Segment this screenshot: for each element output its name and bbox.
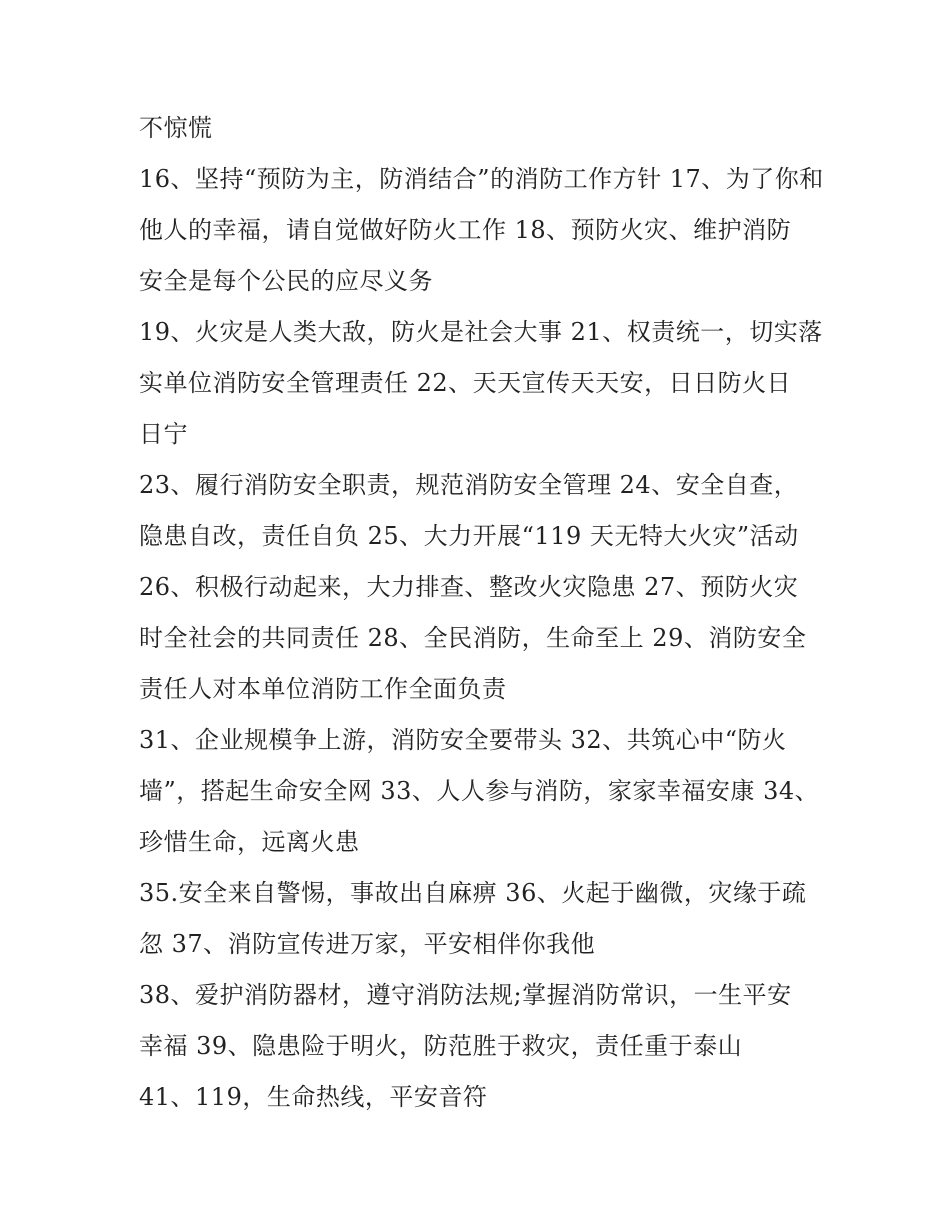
- text-line: 隐患自改，责任自负 25、大力开展“119 天无特大火灾”活动: [139, 522, 799, 550]
- text-line: 他人的幸福，请自觉做好防火工作 18、预防火灾、维护消防: [139, 216, 792, 244]
- text-line: 35.安全来自警惕，事故出自麻痹 36、火起于幽微，灾缘于疏: [139, 879, 807, 907]
- text-line: 23、履行消防安全职责，规范消防安全管理 24、安全自查，: [139, 471, 799, 499]
- text-line: 26、积极行动起来，大力排查、整改火灾隐患 27、预防火灾: [139, 573, 799, 601]
- text-line: 安全是每个公民的应尽义务: [139, 267, 433, 295]
- text-line: 墙”，搭起生命安全网 33、人人参与消防，家家幸福安康 34、: [139, 777, 820, 805]
- text-line: 41、119，生命热线，平安音符: [139, 1083, 488, 1111]
- document-body: [139, 103, 829, 1123]
- text-line: 38、爱护消防器材，遵守消防法规;掌握消防常识，一生平安: [139, 981, 792, 1009]
- text-line: 珍惜生命，远离火患: [139, 828, 360, 856]
- text-line: 责任人对本单位消防工作全面负责: [139, 675, 507, 703]
- text-line: 忽 37、消防宣传进万家，平安相伴你我他: [139, 930, 596, 958]
- text-line: 16、坚持“预防为主，防消结合”的消防工作方针 17、为了你和: [139, 165, 824, 193]
- text-line: 幸福 39、隐患险于明火，防范胜于救灾，责任重于泰山: [139, 1032, 743, 1060]
- text-line: 时全社会的共同责任 28、全民消防，生命至上 29、消防安全: [139, 624, 807, 652]
- text-line: 实单位消防安全管理责任 22、天天宣传天天安，日日防火日: [139, 369, 792, 397]
- text-line: 31、企业规模争上游，消防安全要带头 32、共筑心中“防火: [139, 726, 787, 754]
- text-line: 19、火灾是人类大敌，防火是社会大事 21、权责统一，切实落: [139, 318, 823, 346]
- text-line: 日宁: [139, 420, 188, 448]
- text-line: 不惊慌: [139, 114, 213, 142]
